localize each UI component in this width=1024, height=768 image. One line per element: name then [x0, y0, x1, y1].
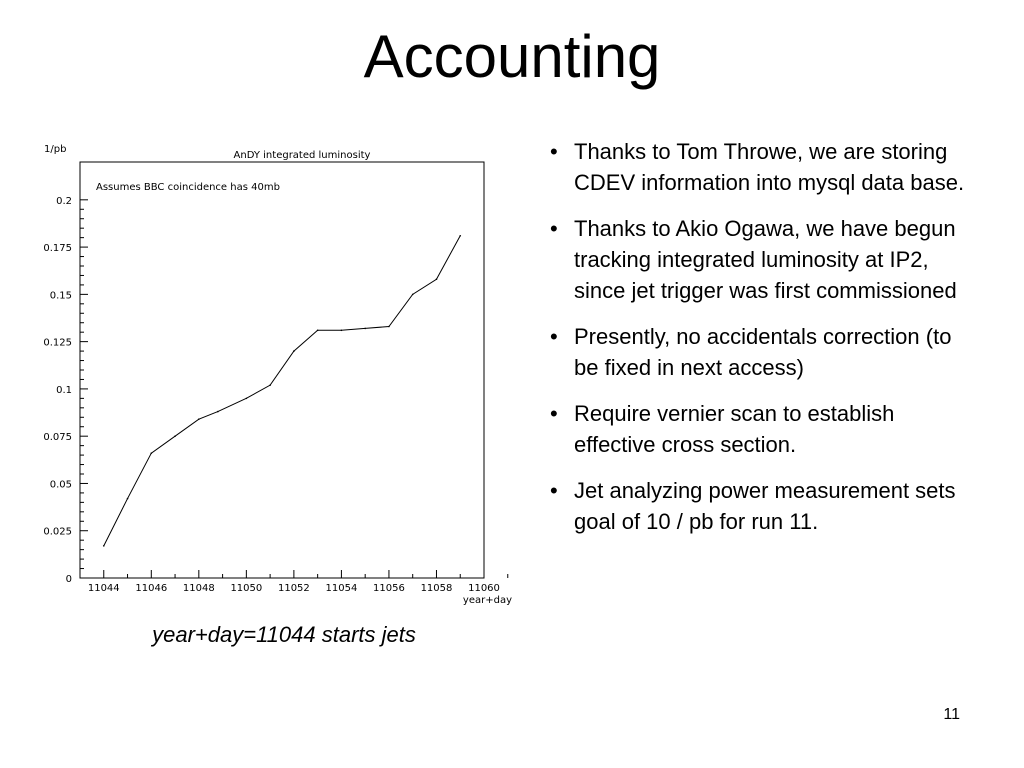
x-tick-label: 11048	[182, 583, 215, 594]
bullet-text: Thanks to Akio Ogawa, we have begun tracking integrated luminosity at IP2, since jet trigger was first commissioned	[574, 216, 957, 303]
x-tick-label: 11054	[325, 583, 358, 594]
data-point	[317, 329, 319, 331]
chart-svg	[30, 138, 520, 608]
x-tick-label: 11050	[230, 583, 263, 594]
x-tick-label: 11056	[373, 583, 405, 594]
data-point	[103, 545, 105, 547]
x-axis-label: year+day	[462, 595, 512, 606]
x-tick-label: 11046	[135, 583, 168, 594]
bullet-dot: •	[550, 478, 558, 503]
y-tick-label: 0.2	[56, 195, 72, 207]
data-point	[293, 350, 295, 352]
x-tick-label: 11044	[87, 583, 120, 594]
data-point	[174, 435, 176, 437]
data-point	[388, 326, 390, 328]
bullet-item	[546, 475, 966, 537]
y-tick-label: 0.175	[43, 243, 72, 255]
bullet-item	[546, 213, 966, 306]
data-point	[150, 452, 152, 454]
data-point	[269, 384, 271, 386]
bullet-dot: •	[550, 401, 558, 426]
slide-title: Accounting	[363, 23, 661, 90]
y-tick-label: 0.05	[49, 479, 72, 491]
y-tick-label: 0.15	[49, 290, 72, 302]
y-tick-label: 0	[65, 574, 72, 585]
page-number: 11	[943, 706, 960, 723]
bullet-text: Presently, no accidentals correction (to be fixed in next access)	[574, 324, 952, 380]
y-axis-label: 1/pb	[44, 144, 67, 155]
data-point	[459, 235, 461, 237]
bullet-list	[546, 136, 966, 552]
y-ticks	[43, 196, 88, 585]
y-tick-label: 0.025	[43, 526, 72, 538]
chart-annotation: Assumes BBC coincidence has 40mb	[96, 182, 280, 193]
data-point	[412, 294, 414, 296]
bullet-item	[546, 321, 966, 383]
data-point	[436, 278, 438, 280]
data-point	[127, 498, 129, 500]
bullet-item	[546, 398, 966, 460]
luminosity-chart	[30, 138, 520, 608]
data-point	[341, 329, 343, 331]
data-points	[103, 235, 461, 547]
bullet-dot: •	[550, 139, 558, 164]
x-tick-label: 11060	[468, 583, 500, 594]
data-point	[246, 398, 248, 400]
y-tick-label: 0.1	[56, 384, 72, 396]
chart-title: AnDY integrated luminosity	[233, 150, 371, 161]
chart-caption: year+day=11044 starts jets	[152, 622, 416, 647]
bullet-item	[546, 136, 966, 198]
x-ticks	[88, 570, 508, 594]
data-point	[198, 418, 200, 420]
x-tick-label: 11058	[420, 583, 453, 594]
x-tick-label: 11052	[277, 583, 310, 594]
bullet-dot: •	[550, 324, 558, 349]
data-point	[217, 411, 219, 413]
luminosity-series-line	[104, 236, 460, 546]
y-tick-label: 0.075	[43, 432, 72, 444]
bullet-text: Jet analyzing power measurement sets goal of 10 / pb for run 11.	[574, 478, 956, 534]
y-tick-label: 0.125	[43, 337, 72, 349]
plot-frame	[80, 162, 484, 578]
data-point	[364, 328, 366, 330]
bullet-dot: •	[550, 216, 558, 241]
bullet-text: Thanks to Tom Throwe, we are storing CDEV information into mysql data base.	[574, 139, 965, 195]
bullet-text: Require vernier scan to establish effective cross section.	[574, 401, 895, 457]
